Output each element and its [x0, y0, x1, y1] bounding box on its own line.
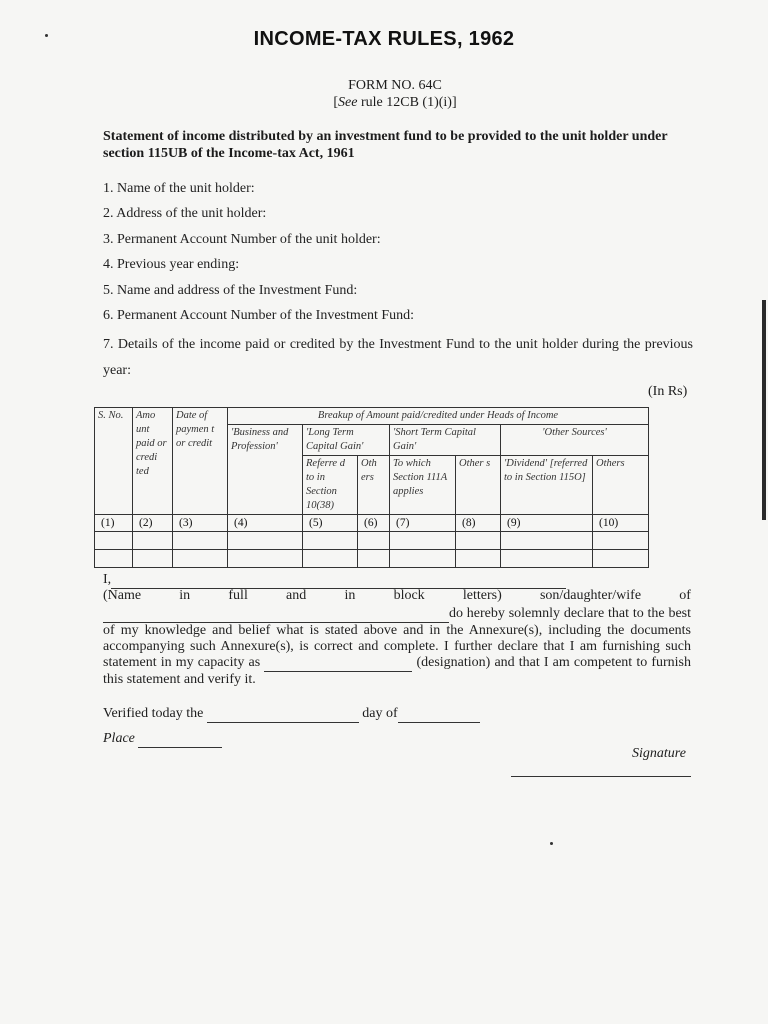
declaration-word: in	[344, 588, 356, 603]
declaration-word: of	[679, 588, 691, 603]
col-num: (6)	[358, 515, 390, 532]
table-cell[interactable]	[390, 550, 456, 568]
table-cell[interactable]	[173, 532, 228, 550]
declaration-do-hereby: do hereby solemnly declare that to the	[449, 606, 665, 621]
declaration-i: I,	[103, 572, 112, 587]
unit-note: (In Rs)	[648, 384, 688, 399]
col-num: (2)	[133, 515, 173, 532]
statement-heading: Statement of income distributed by an investment fund to be provided to the unit holder under section 115UB of the Income-tax Act, 1961	[103, 129, 668, 161]
declaration-designation: (designation) and that I am competent to furnish this statement and verify it.	[103, 655, 691, 687]
month-blank[interactable]	[398, 706, 480, 723]
table-cell[interactable]	[593, 532, 649, 550]
declaration-line-i	[103, 572, 691, 589]
col-num: (3)	[173, 515, 228, 532]
signature-line[interactable]	[511, 776, 691, 777]
declaration-name-line	[103, 588, 691, 604]
rule-reference: [See rule 12CB (1)(i)]	[333, 95, 457, 110]
item-previous-year: 4. Previous year ending:	[103, 257, 240, 272]
declaration-word: letters)	[462, 588, 502, 603]
declaration-word: in	[179, 588, 191, 603]
table-cell[interactable]	[501, 550, 593, 568]
header-sno: S. No.	[95, 408, 133, 515]
table-cell[interactable]	[358, 550, 390, 568]
header-dividend: 'Dividend' [referred to in Section 115O]	[501, 456, 593, 515]
capacity-blank[interactable]	[264, 655, 412, 672]
table-cell[interactable]	[95, 532, 133, 550]
table-cell[interactable]	[173, 550, 228, 568]
header-stcg-111a: To which Section 111A applies	[390, 456, 456, 515]
item-fund-pan: 6. Permanent Account Number of the Investment Fund:	[103, 308, 415, 323]
item-income-details: 7. Details of the income paid or credited by the Investment Fund to the unit holder during the previous year:	[103, 337, 693, 378]
declaration-word: son/daughter/wife	[539, 588, 642, 603]
scan-speck	[550, 842, 553, 845]
page-title: INCOME-TAX RULES, 1962	[253, 28, 515, 50]
verified-date-blank[interactable]	[207, 706, 359, 723]
scan-speck	[45, 34, 48, 37]
place-label: Place	[103, 731, 135, 746]
table-cell[interactable]	[228, 550, 303, 568]
signature-label: Signature	[632, 746, 686, 761]
col-num: (8)	[456, 515, 501, 532]
table-cell[interactable]	[456, 532, 501, 550]
table-cell[interactable]	[95, 550, 133, 568]
table-cell[interactable]	[303, 550, 358, 568]
header-ltcg-others: Oth ers	[358, 456, 390, 515]
item-unit-holder-pan: 3. Permanent Account Number of the unit holder:	[103, 232, 381, 247]
table-cell[interactable]	[228, 532, 303, 550]
declaration-word: block	[393, 588, 425, 603]
col-num: (9)	[501, 515, 593, 532]
header-amount: Amo unt paid or credi ted	[133, 408, 173, 515]
table-cell[interactable]	[593, 550, 649, 568]
scan-edge-mark	[762, 300, 766, 520]
item-unit-holder-name: 1. Name of the unit holder:	[103, 181, 255, 196]
header-other-sources: 'Other Sources'	[501, 425, 649, 456]
table-cell[interactable]	[133, 532, 173, 550]
header-os-others: Others	[593, 456, 649, 515]
parent-name-blank[interactable]	[103, 606, 449, 623]
declaration-word: (Name	[103, 588, 142, 603]
header-ltcg: 'Long Term Capital Gain'	[303, 425, 390, 456]
table-row	[95, 550, 649, 568]
table-cell[interactable]	[133, 550, 173, 568]
header-stcg: 'Short Term Capital Gain'	[390, 425, 501, 456]
name-blank[interactable]	[111, 572, 566, 589]
item-unit-holder-address: 2. Address of the unit holder:	[103, 206, 267, 221]
declaration-body: best of my knowledge and belief what is stated above and in the Annexure(s), including the documents accompanying such Annexure(s), is correct and complete. I further declare that I am furnishing such statement in my capacity as	[103, 606, 691, 670]
form-number: FORM NO. 64C	[348, 78, 442, 93]
table-cell[interactable]	[358, 532, 390, 550]
verified-label: Verified today the	[103, 706, 204, 721]
column-number-row	[95, 515, 649, 532]
col-num: (1)	[95, 515, 133, 532]
place-line	[103, 731, 222, 748]
table-cell[interactable]	[501, 532, 593, 550]
header-business: 'Business and Profession'	[228, 425, 303, 515]
col-num: (10)	[593, 515, 649, 532]
table-row	[95, 532, 649, 550]
header-stcg-others: Other s	[456, 456, 501, 515]
header-ltcg-section: Referre d to in Section 10(38)	[303, 456, 358, 515]
col-num: (5)	[303, 515, 358, 532]
header-date: Date of paymen t or credit	[173, 408, 228, 515]
income-table	[94, 407, 649, 568]
item-fund-name-address: 5. Name and address of the Investment Fund:	[103, 283, 358, 298]
rule-text: rule 12CB (1)(i)	[360, 95, 452, 110]
place-blank[interactable]	[138, 731, 222, 748]
declaration-word: full	[228, 588, 248, 603]
header-breakup: Breakup of Amount paid/credited under Heads of Income	[228, 408, 649, 425]
declaration-paragraph	[103, 606, 691, 688]
see-label: See	[338, 95, 358, 110]
table-cell[interactable]	[303, 532, 358, 550]
col-num: (7)	[390, 515, 456, 532]
col-num: (4)	[228, 515, 303, 532]
table-cell[interactable]	[456, 550, 501, 568]
day-of-label: day of	[362, 706, 398, 721]
declaration-word: and	[286, 588, 307, 603]
verification-line	[103, 706, 480, 723]
table-cell[interactable]	[390, 532, 456, 550]
